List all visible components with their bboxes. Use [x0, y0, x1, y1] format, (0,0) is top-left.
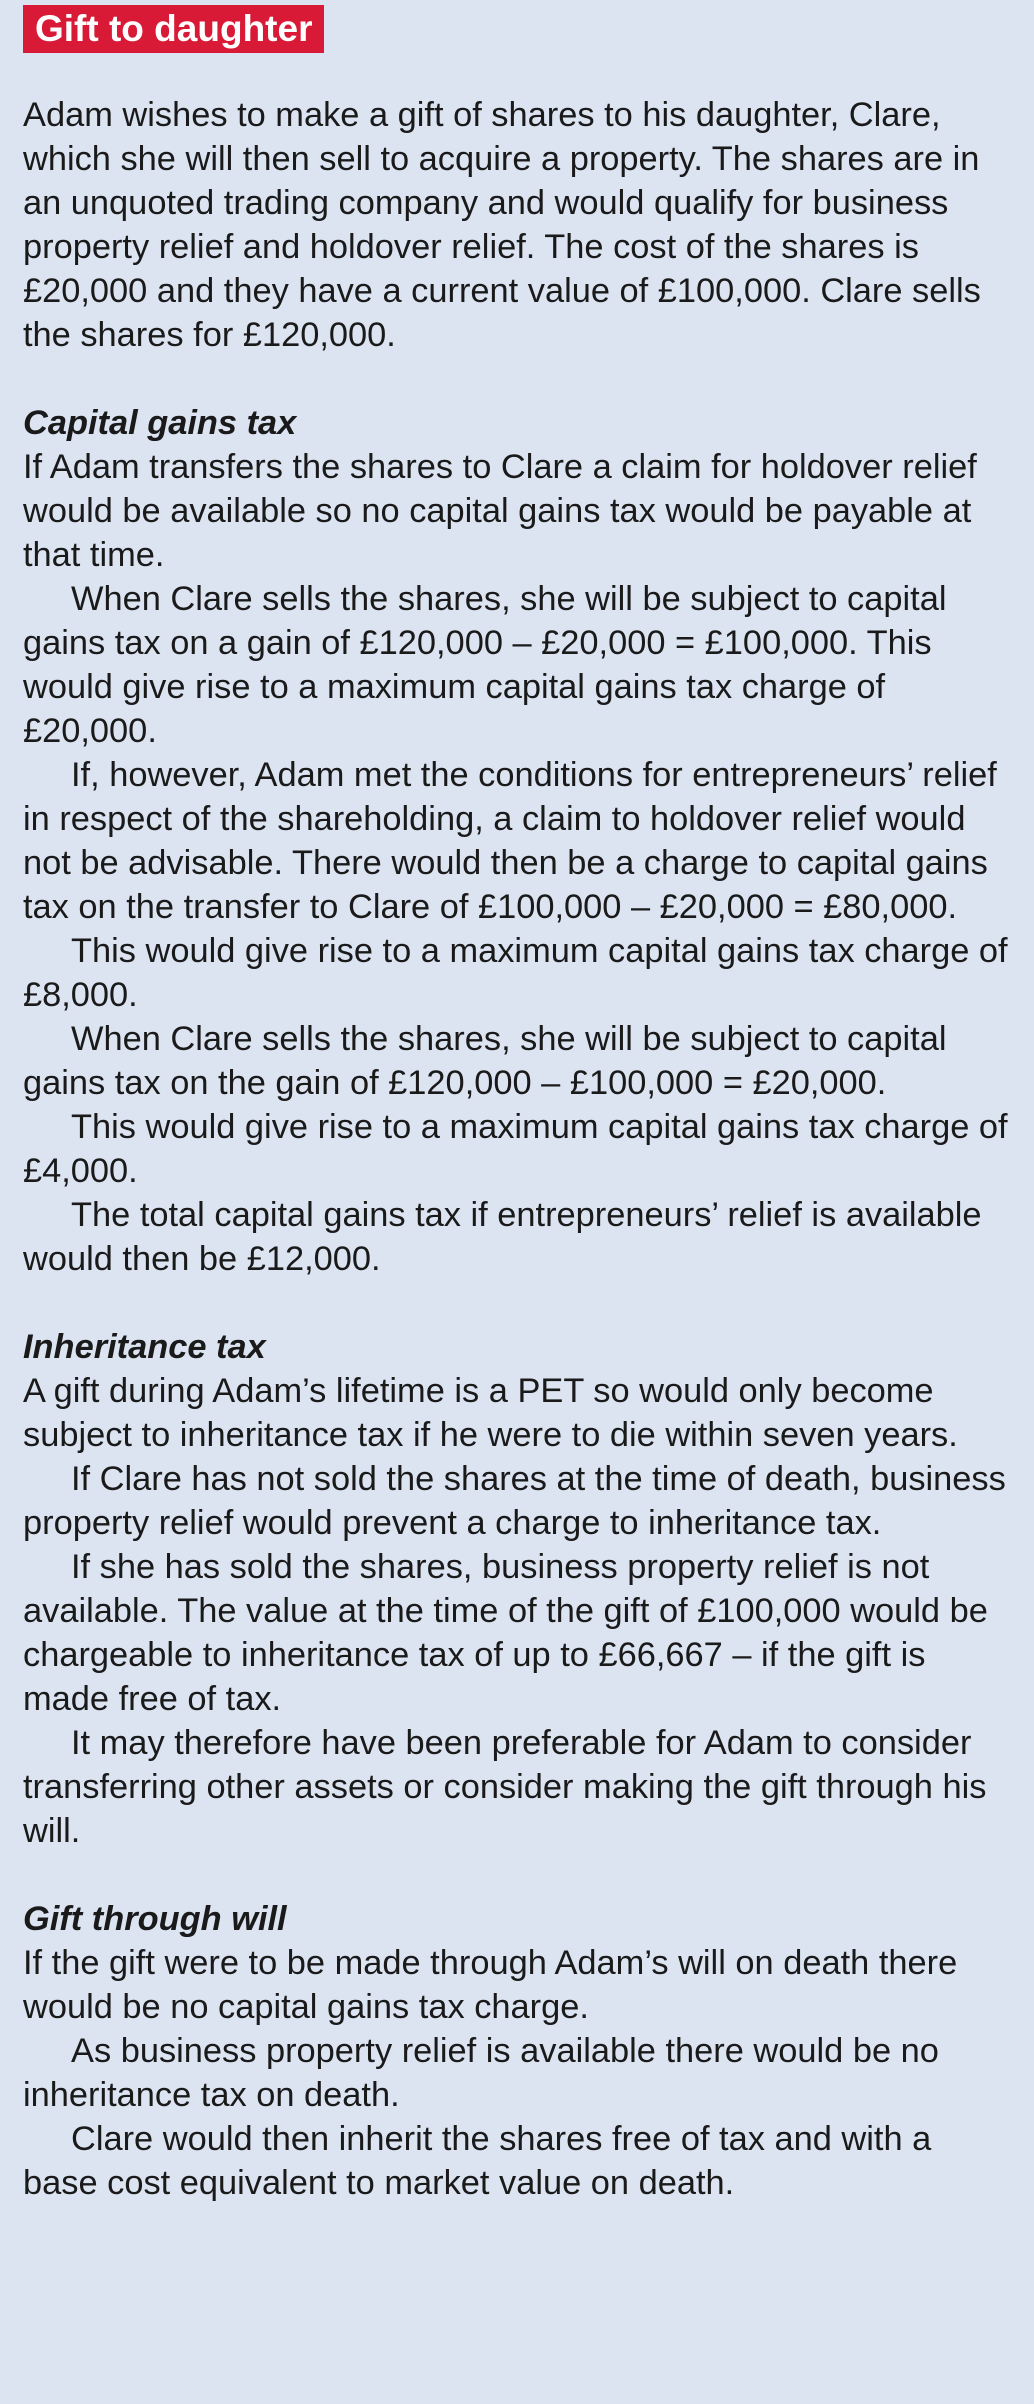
section-heading: Inheritance tax [23, 1328, 266, 1366]
section-heading: Gift through will [23, 1900, 287, 1938]
section-paragraph: If Adam transfers the shares to Clare a claim for holdover relief would be available so no capital gains tax would be payable at that time. [23, 448, 977, 574]
section-paragraph: When Clare sells the shares, she will be subject to capital gains tax on the gain of £120,000 – £100,000 = £20,000. [23, 1020, 947, 1102]
section-spacer [23, 1853, 1012, 1897]
section-heading: Capital gains tax [23, 404, 297, 442]
section-capital-gains-tax [23, 401, 1012, 1281]
section-paragraph: If she has sold the shares, business property relief is not available. The value at the time of the gift of £100,000 would be chargeable to inheritance tax of up to £66,667 – if the gift is made free of tax. [23, 1548, 988, 1718]
section-paragraph: If the gift were to be made through Adam’s will on death there would be no capital gains tax charge. [23, 1944, 958, 2026]
panel-content [23, 93, 1012, 2205]
section-paragraph: A gift during Adam’s lifetime is a PET so would only become subject to inheritance tax if he were to die within seven years. [23, 1372, 958, 1454]
section-paragraph: When Clare sells the shares, she will be subject to capital gains tax on a gain of £120,000 – £20,000 = £100,000. This would give rise to a maximum capital gains tax charge of £20,000. [23, 580, 947, 750]
intro-paragraph: Adam wishes to make a gift of shares to his daughter, Clare, which she will then sell to acquire a property. The shares are in an unquoted trading company and would qualify for business property relief and holdover relief. The cost of the shares is £20,000 and they have a current value of £100,000. Clare sells the shares for £120,000. [23, 96, 981, 354]
section-paragraph: As business property relief is available there would be no inheritance tax on death. [23, 2032, 939, 2114]
section-paragraph: The total capital gains tax if entrepreneurs’ relief is available would then be £12,000. [23, 1196, 982, 1278]
section-spacer [23, 1281, 1012, 1325]
section-spacer [23, 357, 1012, 401]
section-paragraph: If, however, Adam met the conditions for entrepreneurs’ relief in respect of the shareholding, a claim to holdover relief would not be advisable. There would then be a charge to capital gains tax on the transfer to Clare of £100,000 – £20,000 = £80,000. [23, 756, 997, 926]
section-gift-through-will [23, 1897, 1012, 2205]
panel-title: Gift to daughter [23, 5, 324, 53]
section-paragraph: Clare would then inherit the shares free of tax and with a base cost equivalent to market value on death. [23, 2120, 932, 2202]
section-paragraph: This would give rise to a maximum capital gains tax charge of £4,000. [23, 1108, 1008, 1190]
section-inheritance-tax [23, 1325, 1012, 1853]
section-paragraph: This would give rise to a maximum capital gains tax charge of £8,000. [23, 932, 1008, 1014]
section-paragraph: If Clare has not sold the shares at the time of death, business property relief would prevent a charge to inheritance tax. [23, 1460, 1006, 1542]
section-paragraph: It may therefore have been preferable for Adam to consider transferring other assets or consider making the gift through his will. [23, 1724, 987, 1850]
